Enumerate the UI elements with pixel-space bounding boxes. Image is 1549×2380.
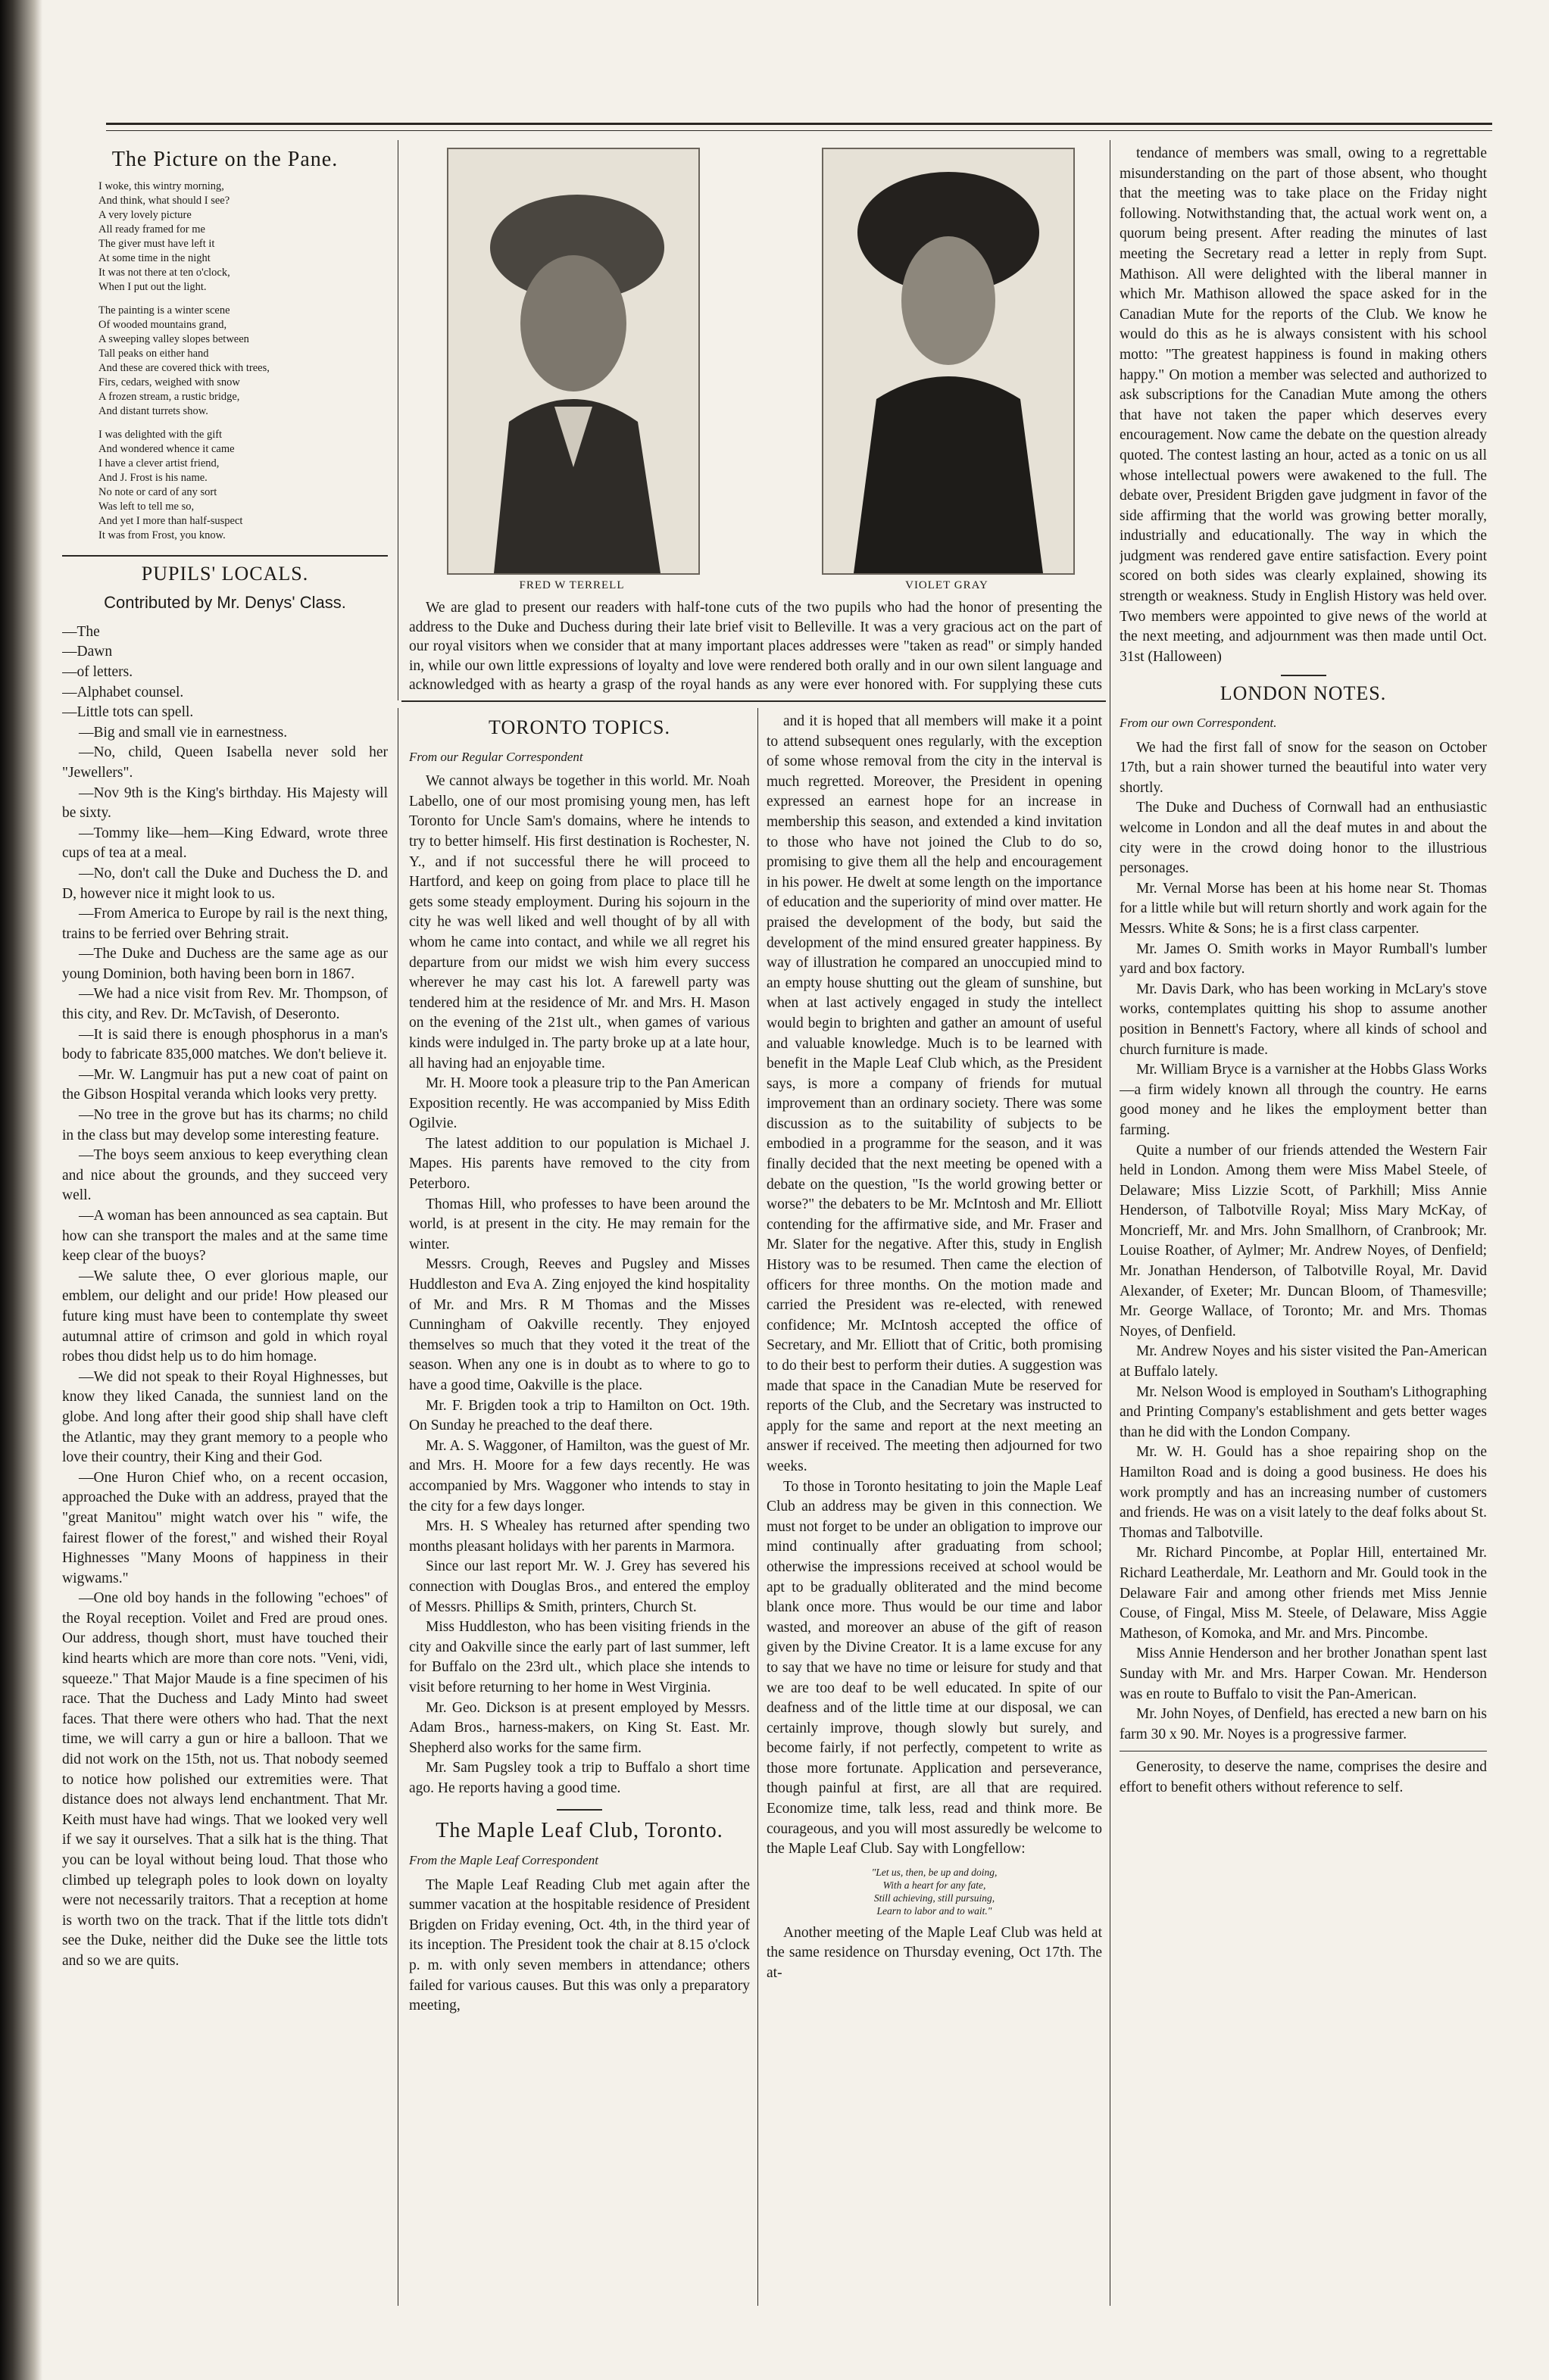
london-paragraph: Mr. Davis Dark, who has been working in McLary's stove works, contemplates quitting his shop to assume another position in Bennett's Factory, where all kinds of school and church furniture is made. [1120, 981, 1487, 1058]
column-1 [62, 144, 388, 2317]
pupils-paragraph: —No, child, Queen Isabella never sold her "Jewellers". [62, 744, 388, 781]
section-rule [401, 700, 1106, 702]
poem-line: At some time in the night [98, 251, 211, 264]
toronto-topics-title: TORONTO TOPICS. [489, 716, 670, 738]
toronto-paragraphs [409, 772, 750, 1798]
toronto-paragraph: Mr. F. Brigden took a trip to Hamilton on Oct. 19th. On Sunday he preached to the deaf there. [409, 1397, 750, 1434]
contributed-by: Contributed by Mr. Denys' Class. [104, 593, 346, 613]
poem-line: Firs, cedars, weighed with snow [98, 376, 240, 388]
pupils-paragraph: —Big and small vie in earnestness. [79, 724, 288, 741]
poem-line: It was from Frost, you know. [98, 529, 226, 541]
maple-leaf-byline: From the Maple Leaf Correspondent [409, 1853, 598, 1868]
photo-violet-gray [822, 148, 1075, 575]
poem-line: Was left to tell me so, [98, 500, 195, 513]
toronto-paragraph: Mr. A. S. Waggoner, of Hamilton, was the guest of Mr. and Mrs. H. Moore for a few days recently. He was accompanied by Mrs. Waggoner who intends to stay in the city for a few days longer. [409, 1437, 750, 1514]
pupils-paragraph: —From America to Europe by rail is the next thing, trains to be ferried over Behring strait. [62, 906, 388, 942]
quote-line: Still achieving, still pursuing, [873, 1892, 995, 1904]
poem-line: The painting is a winter scene [98, 304, 230, 317]
poem-title: The Picture on the Pane. [111, 148, 339, 171]
toronto-paragraph: Since our last report Mr. W. J. Grey has severed his connection with Douglas Bros., and entered the employ of Messrs. Phillips & Smith, printers, Church St. [409, 1558, 750, 1615]
pupils-list-item: —Alphabet counsel. [62, 684, 184, 700]
quote-line: "Let us, then, be up and doing, [871, 1866, 998, 1878]
section-rule [557, 1809, 602, 1811]
toronto-byline: From our Regular Correspondent [409, 749, 583, 764]
toronto-paragraph: Messrs. Crough, Reeves and Pugsley and Misses Huddleston and Eva A. Zing enjoyed the kind hospitality of Mr. and Mrs. R M Thomas and the Misses Cunningham of Oakville recently. They enjoyed themselves so much that they voted it the treat of the season. When any one is in doubt as to where to go to have a good time, Oakville is the place. [409, 1256, 750, 1393]
poem-line: Of wooded mountains grand, [98, 318, 227, 331]
poem-line: And wondered whence it came [98, 442, 235, 455]
poem-line: A sweeping valley slopes between [98, 332, 249, 345]
poem-line: A very lovely picture [98, 208, 192, 221]
photos-paragraph: We are glad to present our readers with half-tone cuts of the two pupils who had the honor of presenting the address to the Duke and Duchess during their late brief visit to Belleville. It was a very gracious act on the part of our royal visitors when we consider that at many important places addresses were "taken as read" or simply handed in, while our own little expressions of loyalty and love were rendered both orally and in our own silent language and acknowledged with as hearty a grasp of the royal hands as any were ever honored with. For supplying these cuts [409, 600, 1102, 693]
london-paragraph: Mr. James O. Smith works in Mayor Rumball's lumber yard and box factory. [1120, 940, 1487, 978]
maple-leaf-paragraph: The Maple Leaf Reading Club met again after the summer vacation at the hospitable residence of President Brigden on Friday evening, Oct. 4th, in the third year of its inception. The President took the chair at 8.15 o'clock p. m. with only seven members in attendance; others failed for various causes. But this was only a preparatory meeting, [409, 1876, 750, 2014]
pupils-paragraph: —A woman has been announced as sea captain. But how can she transport the males and at the same time keep clear of the buoys? [62, 1208, 388, 1265]
london-paragraph: Mr. Andrew Noyes and his sister visited the Pan-American at Buffalo lately. [1120, 1343, 1487, 1380]
poem-line: And these are covered thick with trees, [98, 361, 270, 374]
poem-line: When I put out the light. [98, 280, 207, 293]
london-paragraph: Mr. John Noyes, of Denfield, has erected a new barn on his farm 30 x 90. Mr. Noyes is a progressive farmer. [1120, 1706, 1487, 1742]
quote-line: With a heart for any fate, [882, 1879, 986, 1891]
pupils-paragraph: —Mr. W. Langmuir has put a new coat of paint on the Gibson Hospital veranda which looks very pretty. [62, 1066, 388, 1103]
toronto-paragraph: Mrs. H. S Whealey has returned after spending two months pleasant holidays with her parents in Marmora. [409, 1518, 750, 1555]
pupils-paragraph: —Tommy like—hem—King Edward, wrote three cups of tea at a meal. [62, 825, 388, 862]
pupils-list-item: —Dawn [62, 644, 113, 660]
section-rule [1281, 675, 1326, 676]
top-rule [106, 123, 1492, 125]
maple-leaf-paragraph: To those in Toronto hesitating to join the Maple Leaf Club an address may be given in this connection. We must not forget to be under an obligation to improve our mind continually after graduating from school; otherwise the impressions received at school would be apt to be gradually obliterated and the mind become blank once more. Thus would be our time and labor wasted, and moreover an abuse of the gift of reason given by the Divine Creator. It is a lame excuse for any to say that we have no time or leisure for study and that we are too deaf to be well educated. In spite of our deafness and of the little time at our disposal, we can certainly improve, though slowly but surely, and become fairly, if not perfectly, competent to write as those more fortunate. Application and perseverance, though painful at first, are all that are required. Economize time, talk less, read and think more. Be courageous, and you will most assuredly be welcome to the Maple Leaf Club. Say with Longfellow: [767, 1478, 1102, 1858]
poem-line: It was not there at ten o'clock, [98, 266, 230, 279]
caption-violet-gray: VIOLET GRAY [905, 579, 988, 591]
poem-line: I woke, this wintry morning, [98, 179, 224, 192]
toronto-paragraph: Mr. Geo. Dickson is at present employed by Messrs. Adam Bros., harness-makers, on King St. East. Mr. Shepherd also works for the same firm. [409, 1699, 750, 1756]
pupils-paragraph: —We did not speak to their Royal Highnesses, but know they liked Canada, the sunniest land on the globe. And long after their good ship shall have cleft the Atlantic, may they grant memory to a people who love their country, their King and their God. [62, 1368, 388, 1466]
maple-leaf-paragraph: and it is hoped that all members will make it a point to attend subsequent ones regularly, with the exception of some whose removal from the city in the interval is much regretted. Moreover, the President in opening expressed an earnest hope for an increase in membership this season, and extended a kind invitation to those who have not joined the Club to do so, promising to give them all the help and encouragement in his power. He dwelt at some length on the importance of education and the superiority of mind over matter. He praised the development of the body, but said the development of the mind ensured greater happiness. By way of illustration he compared an unoccupied mind to an empty house shutting out the gleam of sunshine, but when at last actively engaged in study the intellect would begin to brighten and gather an amount of useful and valuable knowledge. Much is to be learned with benefit in the Maple Leaf Club which, as the President says, is more a company of friends for mutual improvement than an ordinary society. There was some discussion as to the suitability of subjects to be embodied in a programme for the season, and it was finally decided that the next meeting be opened with a debate on the question, "Is the world growing better or worse?" the debaters to be Mr. McIntosh and Mr. Elliott contending for the affirmative side, and Mr. Fraser and Mr. Slater for the negative. After this, study in English History was to be resumed. Then came the election of officers for three months. On the motion made and carried the President was re-elected, with renewed confidence; Mr. McIntosh accepted the office of Secretary, and Mr. Elliott that of Critic, both promising to do their best to perform their duties. A suggestion was made that space in the Canadian Mute be reserved for reports of the Club, and the Secretary was instructed to apply for the same and report at the next meeting an answer if received. The meeting then adjourned for two weeks. [767, 713, 1102, 1474]
london-notes-title: LONDON NOTES. [1220, 682, 1387, 705]
longfellow-quote [767, 1866, 1102, 1917]
poem-line: And yet I more than half-suspect [98, 514, 243, 527]
column-4 [1120, 144, 1487, 2310]
maple-leaf-paragraphs [409, 1876, 750, 2017]
photo-fred-terrell [447, 148, 700, 575]
pupils-paragraph: —The Duke and Duchess are the same age as our young Dominion, both having been born in 1867. [62, 946, 388, 982]
pupils-paragraph: —The boys seem anxious to keep everything clean and nice about the grounds, and they succeed very well. [62, 1147, 388, 1204]
pupils-list [62, 622, 388, 723]
generosity-note: Generosity, to deserve the name, comprises the desire and effort to benefit others without reference to self. [1120, 1759, 1487, 1795]
photos-text [409, 598, 1102, 697]
london-paragraph: We had the first fall of snow for the season on October 17th, but a rain shower turned the beautiful into water very shortly. [1120, 739, 1487, 796]
toronto-paragraph: Miss Huddleston, who has been visiting friends in the city and Oakville since the early part of last summer, left for Buffalo on the 23rd ult., which place she intends to visit before returning to her home in West Virginia. [409, 1619, 750, 1695]
caption-fred-terrell: FRED W TERRELL [519, 579, 625, 591]
pupils-paragraphs [62, 723, 388, 1972]
pupils-locals-title: PUPILS' LOCALS. [141, 562, 309, 585]
poem-line: And distant turrets show. [98, 404, 208, 417]
maple-leaf-continued [767, 712, 1102, 1860]
column-2 [409, 712, 750, 2310]
maple-leaf-club-title: The Maple Leaf Club, Toronto. [436, 1819, 723, 1843]
london-paragraph: Mr. Richard Pincombe, at Poplar Hill, entertained Mr. Richard Leatherdale, Mr. Leathorn and Mr. Gould took in the Delaware Fair and among other friends met Miss Jennie Couse, of Fingal, Miss M. Steele, of Delaware, Miss Aggie Matheson, of Komoka, and Mr. and Mrs. Pincombe. [1120, 1545, 1487, 1642]
toronto-paragraph: We cannot always be together in this world. Mr. Noah Labello, one of our most promising young men, has left Toronto for Uncle Sam's domains, where he intends to try to better himself. His first destination is Rochester, N. Y., and if not successful there he will proceed to Hartford, and keep on going from place to place till he gets some steady employment. During his sojourn in the city he was well liked and well thought of by all with whom he came into contact, and while we all regret his departure from our midst we wish him every success wherever he may cast his lot. A farewell party was tendered him at the residence of Mr. and Mrs. H. Mason on the evening of the 21st ult., when games of various kinds were indulged in. The party broke up at a late hour, all having had an enjoyable time. [409, 773, 750, 1071]
quote-line: Learn to labor and to wait." [876, 1904, 992, 1917]
pupils-paragraph: —It is said there is enough phosphorus in a man's body to fabricate 835,000 matches. We don't believe it. [62, 1026, 388, 1063]
poem-line: A frozen stream, a rustic bridge, [98, 390, 240, 403]
toronto-paragraph: Mr. H. Moore took a pleasure trip to the Pan American Exposition recently. He was accompanied by Miss Edith Ogilvie. [409, 1075, 750, 1132]
london-paragraph: Mr. W. H. Gould has a shoe repairing shop on the Hamilton Road and is doing a good business. He does his work promptly and has an increasing number of customers and friends. He was on a visit lately to the deaf folks about St. Thomas and Talbotville. [1120, 1444, 1487, 1541]
pupils-list-item: —Little tots can spell. [62, 704, 194, 721]
poem-line: And J. Frost is his name. [98, 471, 208, 484]
pupils-list-item: —of letters. [62, 663, 133, 680]
poem-line: No note or card of any sort [98, 485, 217, 498]
poem-line: Tall peaks on either hand [98, 347, 209, 360]
london-paragraph: Mr. Nelson Wood is employed in Southam's Lithographing and Printing Company's establishment and gets better wages than he did with the London Company. [1120, 1383, 1487, 1440]
london-paragraph: Mr. Vernal Morse has been at his home near St. Thomas for a little while but will return shortly and work again for the Messrs. White & Sons; he is a first class carpenter. [1120, 880, 1487, 937]
top-rule-thin [106, 130, 1492, 131]
london-paragraph: Mr. William Bryce is a varnisher at the Hobbs Glass Works—a firm widely known all through the country. He earns good money and he likes the employment better than farming. [1120, 1062, 1487, 1138]
london-paragraphs [1120, 738, 1487, 1745]
poem-line: All ready framed for me [98, 223, 205, 236]
poem-line: The giver must have left it [98, 237, 215, 250]
maple-leaf-continued-2 [1120, 144, 1487, 667]
pupils-paragraph: —No tree in the grove but has its charms; no child in the class but may develop some interesting feature. [62, 1107, 388, 1143]
pupils-paragraph: —Nov 9th is the King's birthday. His Majesty will be sixty. [62, 784, 388, 822]
maple-leaf-paragraph: tendance of members was small, owing to a regrettable misunderstanding on the part of those absent, who thought that the meeting was to take place on the Friday night following. Notwithstanding that, the actual work went on, a quorum being present. After reading the minutes of last meeting the Secretary read a letter in reply from Supt. Mathison. All were delighted with the liberal manner in which Mr. Mathison allowed the space asked for in the Canadian Mute for the reports of the Club. We know he would do this as he is always consistent with his school motto: "The greatest happiness is found in making others happy." On motion a member was selected and authorized to ask subscriptions for the Canadian Mute among the others that have not taken the paper which deserves every encouragement. Now came the debate on the question already quoted. The contest lasting an hour, acted as a tonic on us all whose intellectual powers were awakened to the full. The debate over, President Brigden gave judgment in favor of the side affirming that the world was growing better morally, industrially and educationally. The way in which the judgment was rendered gave entire satisfaction. Every point scored on both sides was clearly explained, showing its strength or weakness. Study in English History was held over. Two members were appointed to give news of the world at the next meeting, and adjournment was then made until Oct. 31st (Halloween) [1120, 145, 1487, 665]
pupils-paragraph: —One old boy hands in the following "echoes" of the Royal reception. Voilet and Fred are proud ones. Our address, though short, must have touched their kind hearts which are more than core nots. "Veni, vidi, squeeze." That Major Maude is a fine specimen of his race. That the Duchess and Lady Minto had sweet faces. That there were others who had. That the next time, we will carry a gun or hire a balloon. That we did not work on the 15th, not us. That nobody seemed to notice how polished our extremities were. That distance does not always lend enchantment. That Mr. Keith must have had wings. That we looked very well if we say it ourselves. That a silk hat is the thing. That you can be loyal without being loud. That those who climbed up telegraph poles to look down on loyalty were not necessarily traitors. That a reception at home is worth two on the track. That if the little tots didn't see the Duke, neither did the Duke see the little tots and so we are quits. [62, 1590, 388, 1969]
section-rule [62, 555, 388, 557]
london-paragraph: The Duke and Duchess of Cornwall had an enthusiastic welcome in London and all the deaf mutes in and about the city were in the crowd doing honor to the illustrious personages. [1120, 800, 1487, 877]
column-divider [757, 708, 758, 2306]
pupils-paragraph: —We had a nice visit from Rev. Mr. Thompson, of this city, and Rev. Dr. McTavish, of Deseronto. [62, 986, 388, 1023]
pupils-paragraph: —No, don't call the Duke and Duchess the D. and D, however nice it might look to us. [62, 865, 388, 902]
london-paragraph: Miss Annie Henderson and her brother Jonathan spent last Sunday with Mr. and Mrs. Harper Cowan. Mr. Henderson was en route to Buffalo to visit the Pan-American. [1120, 1645, 1487, 1702]
poem-line: I have a clever artist friend, [98, 457, 220, 469]
poem-line: I was delighted with the gift [98, 428, 223, 441]
london-byline: From our own Correspondent. [1120, 716, 1277, 731]
pupils-list-item: —The [62, 623, 100, 640]
poem-line: And think, what should I see? [98, 194, 230, 207]
pupils-paragraph: —One Huron Chief who, on a recent occasion, approached the Duke with an address, prayed that the "great Manitou" might watch over his " wife, the fairest flower of the forest," and wished their Royal Highnesses "Many Moons of happiness in their wigwams." [62, 1469, 388, 1586]
toronto-paragraph: Mr. Sam Pugsley took a trip to Buffalo a short time ago. He reports having a good time. [409, 1760, 750, 1796]
toronto-paragraph: Thomas Hill, who professes to have been around the world, is at present in the city. He may remain for the winter. [409, 1196, 750, 1252]
london-paragraph: Quite a number of our friends attended the Western Fair held in London. Among them were Miss Mabel Steele, of Delaware; Miss Lizzie Scott, of Parkhill; Miss Annie Henderson, of Talbotville Royal; Miss Mary McKay, of Moncrieff, Mr. and Mrs. John Smallhorn, of Cranbrook; Mr. Louise Roather, of Aylmer; Mr. Andrew Noyes, of Denfield; Mr. Jonathan Henderson, of Talbotville Royal, Mr. David Alexander, of Exeter; Mr. Duncan Bloom, of Thamesville; Mr. George Wallace, of Toronto; Mr. and Mrs. Thomas Noyes, of Denfield. [1120, 1142, 1487, 1340]
maple-leaf-closing: Another meeting of the Maple Leaf Club was held at the same residence on Thursday evening, Oct 17th. The at- [767, 1924, 1102, 1982]
pupils-paragraph: —We salute thee, O ever glorious maple, our emblem, our delight and our pride! How pleased our future king must have been to contemplate thy sweet autumnal attire of crimson and gold in which royal robes thou didst help us to do him homage. [62, 1268, 388, 1365]
poem [62, 179, 388, 543]
column-3 [767, 712, 1102, 2310]
toronto-paragraph: The latest addition to our population is Michael J. Mapes. His parents have removed to the city from Peterboro. [409, 1135, 750, 1193]
page-binding-edge [0, 0, 42, 2380]
